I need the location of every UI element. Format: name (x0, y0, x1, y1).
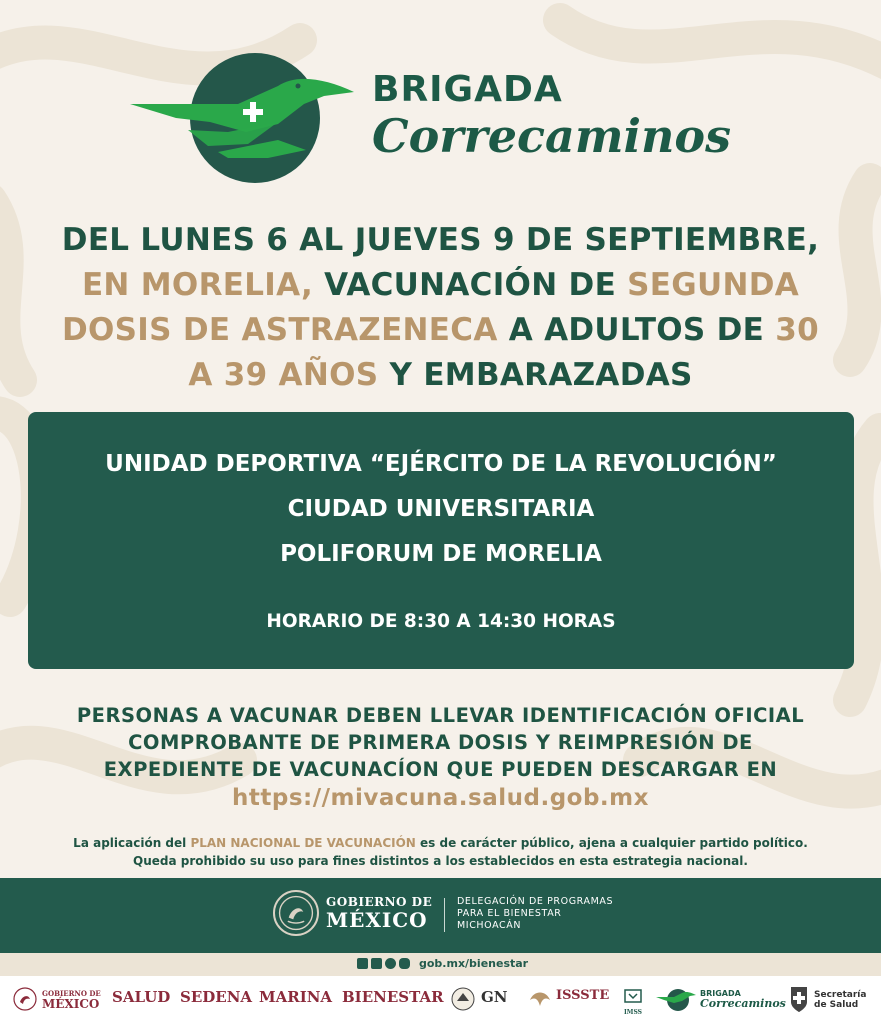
gobierno-de-mexico-logo (326, 895, 432, 931)
twitter-icon[interactable] (371, 958, 382, 969)
logo-gn: GN (481, 988, 508, 1006)
youtube-icon[interactable] (399, 958, 410, 969)
mexico-seal-icon (273, 890, 319, 936)
logo-secretaria-salud (814, 990, 866, 1010)
logo-bienestar: BIENESTAR (342, 988, 444, 1006)
headline-age-from: 30 (775, 312, 819, 348)
headline-line-1: DEL LUNES 6 AL JUEVES 9 DE SEPTIEMBRE, (61, 222, 820, 258)
facebook-icon[interactable] (357, 958, 368, 969)
headline-line-4 (0, 353, 881, 398)
legal-text: La aplicación del (73, 836, 191, 850)
divider (444, 898, 445, 932)
brand-line-1: BRIGADA (372, 69, 563, 110)
headline-vaccine: DOSIS DE ASTRAZENECA (62, 312, 498, 348)
gob-line-1: GOBIERNO DE (326, 895, 433, 909)
logo-salud: SALUD (112, 988, 171, 1006)
imss-emblem-icon (623, 988, 643, 1010)
venue-item: CIUDAD UNIVERSITARIA (287, 496, 595, 522)
bienestar-url-link[interactable]: gob.mx/bienestar (419, 957, 529, 970)
issste-eagle-icon (528, 988, 552, 1010)
secretaria-salud-shield-icon (788, 984, 810, 1014)
logo-gob-a: GOBIERNO DE (42, 989, 101, 998)
requirements-line-1: PERSONAS A VACUNAR DEBEN LLEVAR IDENTIFICACIÓN OFICIAL (76, 704, 805, 727)
headline-dose: SEGUNDA (627, 267, 800, 303)
social-links (357, 957, 528, 970)
headline-text: A ADULTOS DE (497, 312, 776, 348)
logo-ss-b: de Salud (814, 1000, 859, 1010)
requirements-line-2: COMPROBANTE DE PRIMERA DOSIS Y REIMPRESIÓN DE (128, 731, 753, 754)
logo-gobierno-mexico (42, 990, 101, 1011)
logo-sedena: SEDENA (180, 988, 253, 1006)
gob-line-2: MÉXICO (326, 908, 428, 932)
delegation-line-3: MICHOACÁN (457, 920, 522, 931)
hours-text: HORARIO DE 8:30 A 14:30 HORAS (266, 611, 616, 632)
legal-line-2: Queda prohibido su uso para fines distintos a los establecidos en esta estrategia nacional. (133, 854, 748, 868)
venue-item: UNIDAD DEPORTIVA “EJÉRCITO DE LA REVOLUCIÓN” (105, 451, 777, 477)
brand-title (372, 70, 731, 162)
logo-marina: MARINA (259, 988, 333, 1006)
delegation-line-2: PARA EL BIENESTAR (457, 908, 562, 919)
logo-brigada-a: BRIGADA (700, 989, 741, 998)
delegation-line-1: DELEGACIÓN DE PROGRAMAS (457, 896, 614, 907)
logo-brigada-b: Correcaminos (700, 997, 786, 1010)
requirements (0, 702, 881, 813)
headline-text: VACUNACIÓN DE (313, 267, 628, 303)
brigada-roadrunner-icon (656, 987, 696, 1013)
venue-box (28, 412, 854, 669)
venue-list (28, 412, 854, 577)
requirements-line-3: EXPEDIENTE DE VACUNACÍON QUE PUEDEN DESCARGAR EN (103, 758, 778, 781)
instagram-icon[interactable] (385, 958, 396, 969)
legal-text: es de carácter público, ajena a cualquier partido político. (415, 836, 808, 850)
mexico-seal-icon (12, 986, 38, 1012)
logo-issste: ISSSTE (556, 988, 610, 1003)
logo-brigada-correcaminos (700, 989, 786, 1010)
headline (0, 218, 881, 398)
partner-logos (0, 976, 881, 1024)
delegation-text (457, 896, 613, 932)
social-strip (0, 953, 881, 976)
legal-plan-name: PLAN NACIONAL DE VACUNACIÓN (190, 836, 416, 850)
logo-gob-b: MÉXICO (42, 997, 100, 1011)
brand-line-2: Correcaminos (372, 109, 732, 163)
headline-age-to: A 39 AÑOS (188, 357, 379, 393)
headline-line-3 (0, 308, 881, 353)
brigada-correcaminos-logo (128, 52, 358, 187)
headline-line-2 (0, 263, 881, 308)
guardia-nacional-emblem-icon (450, 986, 476, 1012)
legal-notice (0, 834, 881, 870)
footer-government-band (0, 878, 881, 953)
logo-ss-a: Secretaría (814, 990, 867, 1000)
headline-text: Y EMBARAZADAS (378, 357, 693, 393)
venue-item: POLIFORUM DE MORELIA (280, 541, 602, 567)
vaccine-url-link[interactable]: https://mivacuna.salud.gob.mx (232, 785, 649, 811)
logo-imss: IMSS (624, 1009, 642, 1016)
legal-line-1 (0, 834, 881, 852)
headline-city: EN MORELIA, (81, 267, 314, 303)
